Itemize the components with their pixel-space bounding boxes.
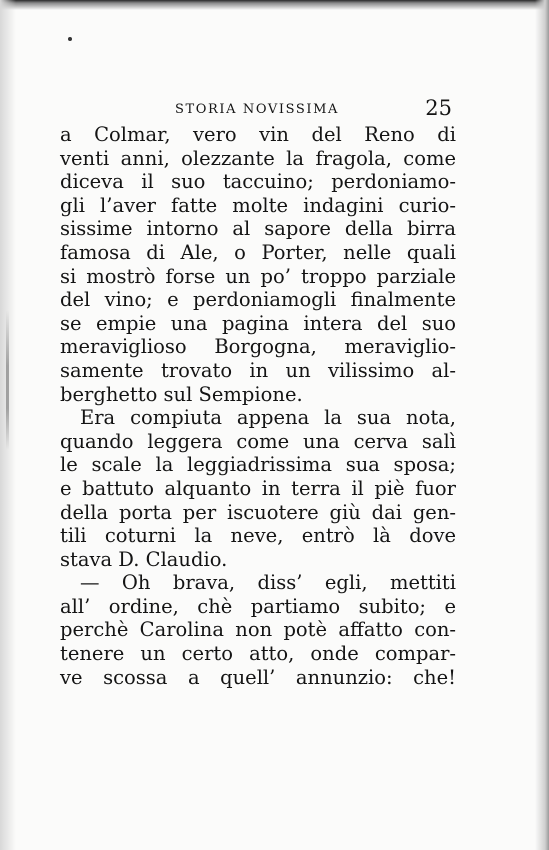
scan-top-edge — [0, 0, 549, 10]
text-line: e battuto alquanto in terra il piè fuor — [60, 476, 456, 500]
text-line: a Colmar, vero vin del Reno di — [60, 123, 456, 146]
ink-speck — [68, 37, 72, 41]
text-line: stava D. Claudio. — [60, 547, 228, 571]
text-line: — Oh brava, diss’ egli, mettiti — [80, 571, 456, 595]
text-line: samente trovato in un vilissimo al- — [60, 358, 456, 382]
text-line: all’ ordine, chè partiamo subito; e — [60, 594, 456, 618]
page-number: 25 — [425, 96, 452, 120]
text-line: le scale la leggiadrissima sua sposa; — [60, 453, 456, 477]
text-line: venti anni, olezzante la fragola, come — [60, 146, 456, 170]
text-line: quando leggera come una cerva salì — [60, 429, 456, 453]
text-line: berghetto sul Sempione. — [60, 382, 303, 406]
text-line: tenere un certo atto, onde compar- — [60, 642, 456, 666]
text-line: Era compiuta appena la sua nota, — [80, 406, 456, 430]
scan-right-edge — [535, 0, 549, 850]
text-line: gli l’aver fatte molte indagini curio- — [60, 193, 456, 217]
body-text — [60, 123, 456, 689]
text-line: meraviglioso Borgogna, meraviglio- — [60, 335, 456, 359]
text-line: della porta per iscuotere giù dai gen- — [60, 500, 456, 524]
binding-mark — [6, 310, 9, 450]
text-line: famosa di Ale, o Porter, nelle quali — [60, 240, 456, 264]
text-line: perchè Carolina non potè affatto con- — [60, 618, 456, 642]
text-line: se empie una pagina intera del suo — [60, 311, 456, 335]
text-line: sissime intorno al sapore della birra — [60, 217, 456, 241]
text-line: tili coturni la neve, entrò là dove — [60, 524, 456, 548]
text-line: diceva il suo taccuino; perdoniamo- — [60, 170, 456, 194]
text-line: si mostrò forse un po’ troppo parziale — [60, 264, 456, 288]
page-header — [60, 96, 456, 122]
text-line: del vino; e perdoniamogli finalmente — [60, 288, 456, 312]
running-title: STORIA NOVISSIMA — [175, 102, 340, 117]
text-line: ve scossa a quell’ annunzio: che! — [60, 665, 456, 689]
